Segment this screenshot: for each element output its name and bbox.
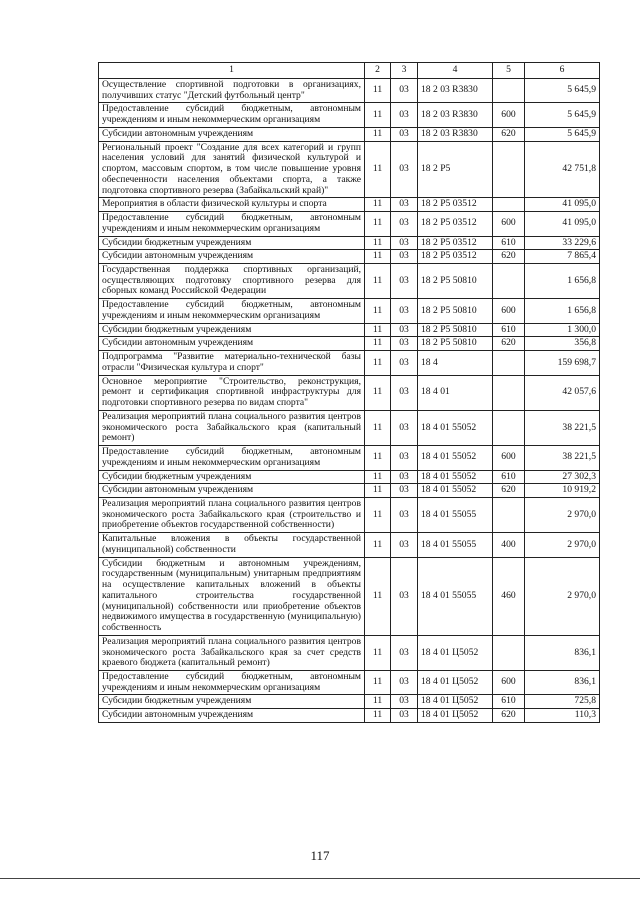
row-section: 11 <box>365 323 391 337</box>
row-name: Субсидии автономным учреждениям <box>99 484 365 498</box>
row-code: 18 2 03 R3830 <box>418 127 493 141</box>
row-name: Реализация мероприятий плана социального развития центров экономического роста Забайкальского края (капитальный ремонт) <box>99 410 365 445</box>
row-code: 18 4 01 <box>418 375 493 410</box>
row-subsection: 03 <box>391 212 418 236</box>
row-amount: 1 656,8 <box>525 299 600 323</box>
row-expense-type: 610 <box>493 323 525 337</box>
row-amount: 41 095,0 <box>525 212 600 236</box>
row-name: Субсидии бюджетным учреждениям <box>99 470 365 484</box>
row-expense-type: 600 <box>493 212 525 236</box>
row-amount: 5 645,9 <box>525 103 600 127</box>
row-code: 18 4 01 55052 <box>418 470 493 484</box>
row-code: 18 2 P5 03512 <box>418 212 493 236</box>
row-subsection: 03 <box>391 695 418 709</box>
row-expense-type <box>493 79 525 103</box>
row-subsection: 03 <box>391 410 418 445</box>
row-name: Субсидии автономным учреждениям <box>99 127 365 141</box>
row-name: Капитальные вложения в объекты государственной (муниципальной) собственности <box>99 533 365 557</box>
row-section: 11 <box>365 557 391 635</box>
row-code: 18 4 01 55055 <box>418 497 493 532</box>
row-amount: 2 970,0 <box>525 533 600 557</box>
row-section: 11 <box>365 79 391 103</box>
row-expense-type: 620 <box>493 337 525 351</box>
table-row <box>99 497 600 532</box>
row-amount: 2 970,0 <box>525 497 600 532</box>
row-subsection: 03 <box>391 635 418 670</box>
row-name: Реализация мероприятий плана социального развития центров экономического роста Забайкальского края (строительство и приобретение объектов государственной собственности) <box>99 497 365 532</box>
row-subsection: 03 <box>391 709 418 723</box>
row-name: Предоставление субсидий бюджетным, автономным учреждениям и иным некоммерческим организациям <box>99 212 365 236</box>
row-amount: 356,8 <box>525 337 600 351</box>
row-section: 11 <box>365 212 391 236</box>
row-code: 18 4 <box>418 351 493 375</box>
column-header-subsection: 3 <box>391 63 418 79</box>
row-name: Подпрограмма "Развитие материально-технической базы отрасли "Физическая культура и спорт" <box>99 351 365 375</box>
row-expense-type: 620 <box>493 709 525 723</box>
row-name: Предоставление субсидий бюджетным, автономным учреждениям и иным некоммерческим организациям <box>99 670 365 694</box>
row-expense-type: 620 <box>493 484 525 498</box>
row-name: Субсидии бюджетным учреждениям <box>99 695 365 709</box>
table-row <box>99 709 600 723</box>
table-header-row <box>99 63 600 79</box>
row-section: 11 <box>365 375 391 410</box>
row-expense-type <box>493 375 525 410</box>
row-subsection: 03 <box>391 198 418 212</box>
row-expense-type: 610 <box>493 470 525 484</box>
row-amount: 5 645,9 <box>525 127 600 141</box>
row-code: 18 4 01 Ц5052 <box>418 635 493 670</box>
row-subsection: 03 <box>391 446 418 470</box>
row-expense-type: 600 <box>493 103 525 127</box>
row-expense-type: 600 <box>493 446 525 470</box>
table-row <box>99 470 600 484</box>
row-section: 11 <box>365 299 391 323</box>
row-subsection: 03 <box>391 127 418 141</box>
row-code: 18 4 01 55055 <box>418 557 493 635</box>
row-name: Основное мероприятие "Строительство, реконструкция, ремонт и сертификация спортивной инфраструктуры для подготовки спортивного резерва по видам спорта" <box>99 375 365 410</box>
row-amount: 42 751,8 <box>525 141 600 198</box>
row-name: Мероприятия в области физической культуры и спорта <box>99 198 365 212</box>
row-section: 11 <box>365 337 391 351</box>
table-row <box>99 695 600 709</box>
row-subsection: 03 <box>391 141 418 198</box>
row-name: Субсидии бюджетным учреждениям <box>99 236 365 250</box>
row-amount: 27 302,3 <box>525 470 600 484</box>
row-subsection: 03 <box>391 299 418 323</box>
row-expense-type <box>493 351 525 375</box>
row-subsection: 03 <box>391 497 418 532</box>
table-row <box>99 103 600 127</box>
row-code: 18 4 01 55052 <box>418 446 493 470</box>
table-row <box>99 410 600 445</box>
column-header-name: 1 <box>99 63 365 79</box>
row-section: 11 <box>365 351 391 375</box>
row-section: 11 <box>365 103 391 127</box>
row-amount: 2 970,0 <box>525 557 600 635</box>
row-subsection: 03 <box>391 670 418 694</box>
row-code: 18 2 03 R3830 <box>418 79 493 103</box>
row-amount: 836,1 <box>525 670 600 694</box>
table-row <box>99 79 600 103</box>
table-row <box>99 127 600 141</box>
row-name: Реализация мероприятий плана социального развития центров экономического роста Забайкальского края за счет средств краевого бюджета (капитальный ремонт) <box>99 635 365 670</box>
budget-table <box>98 62 600 723</box>
table-row <box>99 250 600 264</box>
row-code: 18 4 01 Ц5052 <box>418 709 493 723</box>
row-amount: 38 221,5 <box>525 446 600 470</box>
table-row <box>99 236 600 250</box>
row-section: 11 <box>365 446 391 470</box>
row-expense-type: 620 <box>493 250 525 264</box>
row-subsection: 03 <box>391 375 418 410</box>
row-code: 18 4 01 55055 <box>418 533 493 557</box>
row-section: 11 <box>365 264 391 299</box>
row-section: 11 <box>365 695 391 709</box>
row-expense-type: 400 <box>493 533 525 557</box>
table-row <box>99 375 600 410</box>
bottom-rule <box>0 878 640 879</box>
row-subsection: 03 <box>391 250 418 264</box>
row-subsection: 03 <box>391 484 418 498</box>
row-expense-type: 600 <box>493 670 525 694</box>
row-amount: 725,8 <box>525 695 600 709</box>
row-section: 11 <box>365 127 391 141</box>
table-row <box>99 533 600 557</box>
table-row <box>99 446 600 470</box>
page-number: 117 <box>310 848 330 863</box>
row-code: 18 4 01 55052 <box>418 410 493 445</box>
row-section: 11 <box>365 484 391 498</box>
row-code: 18 2 P5 50810 <box>418 337 493 351</box>
table-row <box>99 337 600 351</box>
row-code: 18 2 P5 03512 <box>418 236 493 250</box>
row-section: 11 <box>365 709 391 723</box>
row-subsection: 03 <box>391 264 418 299</box>
row-expense-type: 610 <box>493 695 525 709</box>
row-expense-type <box>493 198 525 212</box>
row-amount: 836,1 <box>525 635 600 670</box>
row-code: 18 2 P5 03512 <box>418 250 493 264</box>
row-name: Предоставление субсидий бюджетным, автономным учреждениям и иным некоммерческим организациям <box>99 103 365 127</box>
row-code: 18 2 P5 <box>418 141 493 198</box>
row-name: Государственная поддержка спортивных организаций, осуществляющих подготовку спортивного резерва для сборных команд Российской Федерации <box>99 264 365 299</box>
row-code: 18 2 P5 50810 <box>418 323 493 337</box>
row-amount: 1 656,8 <box>525 264 600 299</box>
row-subsection: 03 <box>391 533 418 557</box>
column-header-section: 2 <box>365 63 391 79</box>
row-subsection: 03 <box>391 103 418 127</box>
row-subsection: 03 <box>391 337 418 351</box>
row-amount: 38 221,5 <box>525 410 600 445</box>
row-amount: 7 865,4 <box>525 250 600 264</box>
table-row <box>99 670 600 694</box>
row-section: 11 <box>365 670 391 694</box>
row-code: 18 2 03 R3830 <box>418 103 493 127</box>
row-code: 18 4 01 55052 <box>418 484 493 498</box>
table-body <box>99 79 600 723</box>
table-row <box>99 323 600 337</box>
row-amount: 159 698,7 <box>525 351 600 375</box>
row-expense-type <box>493 635 525 670</box>
row-expense-type <box>493 141 525 198</box>
table-row <box>99 635 600 670</box>
row-name: Субсидии бюджетным и автономным учреждениям, государственным (муниципальным) унитарным предприятиям на осуществление капитальных вложений в объекты капитального строительства государственной (муниципальной) собственности или приобретение объектов недвижимого имущества в государственную (муниципальную) собственность <box>99 557 365 635</box>
row-section: 11 <box>365 250 391 264</box>
row-amount: 5 645,9 <box>525 79 600 103</box>
row-amount: 10 919,2 <box>525 484 600 498</box>
row-expense-type: 460 <box>493 557 525 635</box>
row-section: 11 <box>365 470 391 484</box>
row-amount: 110,3 <box>525 709 600 723</box>
row-subsection: 03 <box>391 470 418 484</box>
row-name: Субсидии автономным учреждениям <box>99 337 365 351</box>
row-section: 11 <box>365 236 391 250</box>
row-section: 11 <box>365 410 391 445</box>
table-row <box>99 141 600 198</box>
column-header-type: 5 <box>493 63 525 79</box>
row-expense-type: 620 <box>493 127 525 141</box>
row-section: 11 <box>365 635 391 670</box>
row-section: 11 <box>365 198 391 212</box>
row-subsection: 03 <box>391 323 418 337</box>
row-code: 18 2 P5 50810 <box>418 299 493 323</box>
row-amount: 42 057,6 <box>525 375 600 410</box>
table-row <box>99 198 600 212</box>
column-header-code: 4 <box>418 63 493 79</box>
row-amount: 33 229,6 <box>525 236 600 250</box>
row-name: Региональный проект "Создание для всех категорий и групп населения условий для занятий физической культурой и спортом, массовым спортом, в том числе повышение уровня обеспеченности населения объектами спорта, а также подготовка спортивного резерва (Забайкальский край)" <box>99 141 365 198</box>
row-code: 18 2 P5 03512 <box>418 198 493 212</box>
row-code: 18 4 01 Ц5052 <box>418 695 493 709</box>
row-amount: 41 095,0 <box>525 198 600 212</box>
table-row <box>99 484 600 498</box>
row-expense-type <box>493 497 525 532</box>
row-expense-type <box>493 264 525 299</box>
row-name: Субсидии автономным учреждениям <box>99 709 365 723</box>
row-name: Предоставление субсидий бюджетным, автономным учреждениям и иным некоммерческим организациям <box>99 446 365 470</box>
row-name: Субсидии автономным учреждениям <box>99 250 365 264</box>
row-code: 18 4 01 Ц5052 <box>418 670 493 694</box>
table-row <box>99 264 600 299</box>
row-expense-type <box>493 410 525 445</box>
table-row <box>99 299 600 323</box>
row-subsection: 03 <box>391 236 418 250</box>
table-row <box>99 557 600 635</box>
row-subsection: 03 <box>391 79 418 103</box>
row-section: 11 <box>365 533 391 557</box>
row-amount: 1 300,0 <box>525 323 600 337</box>
row-name: Предоставление субсидий бюджетным, автономным учреждениям и иным некоммерческим организациям <box>99 299 365 323</box>
table-row <box>99 212 600 236</box>
row-subsection: 03 <box>391 351 418 375</box>
row-code: 18 2 P5 50810 <box>418 264 493 299</box>
row-section: 11 <box>365 497 391 532</box>
row-section: 11 <box>365 141 391 198</box>
row-expense-type: 600 <box>493 299 525 323</box>
row-expense-type: 610 <box>493 236 525 250</box>
row-name: Субсидии бюджетным учреждениям <box>99 323 365 337</box>
row-subsection: 03 <box>391 557 418 635</box>
table-row <box>99 351 600 375</box>
row-name: Осуществление спортивной подготовки в организациях, получивших статус "Детский футбольный центр" <box>99 79 365 103</box>
column-header-amount: 6 <box>525 63 600 79</box>
